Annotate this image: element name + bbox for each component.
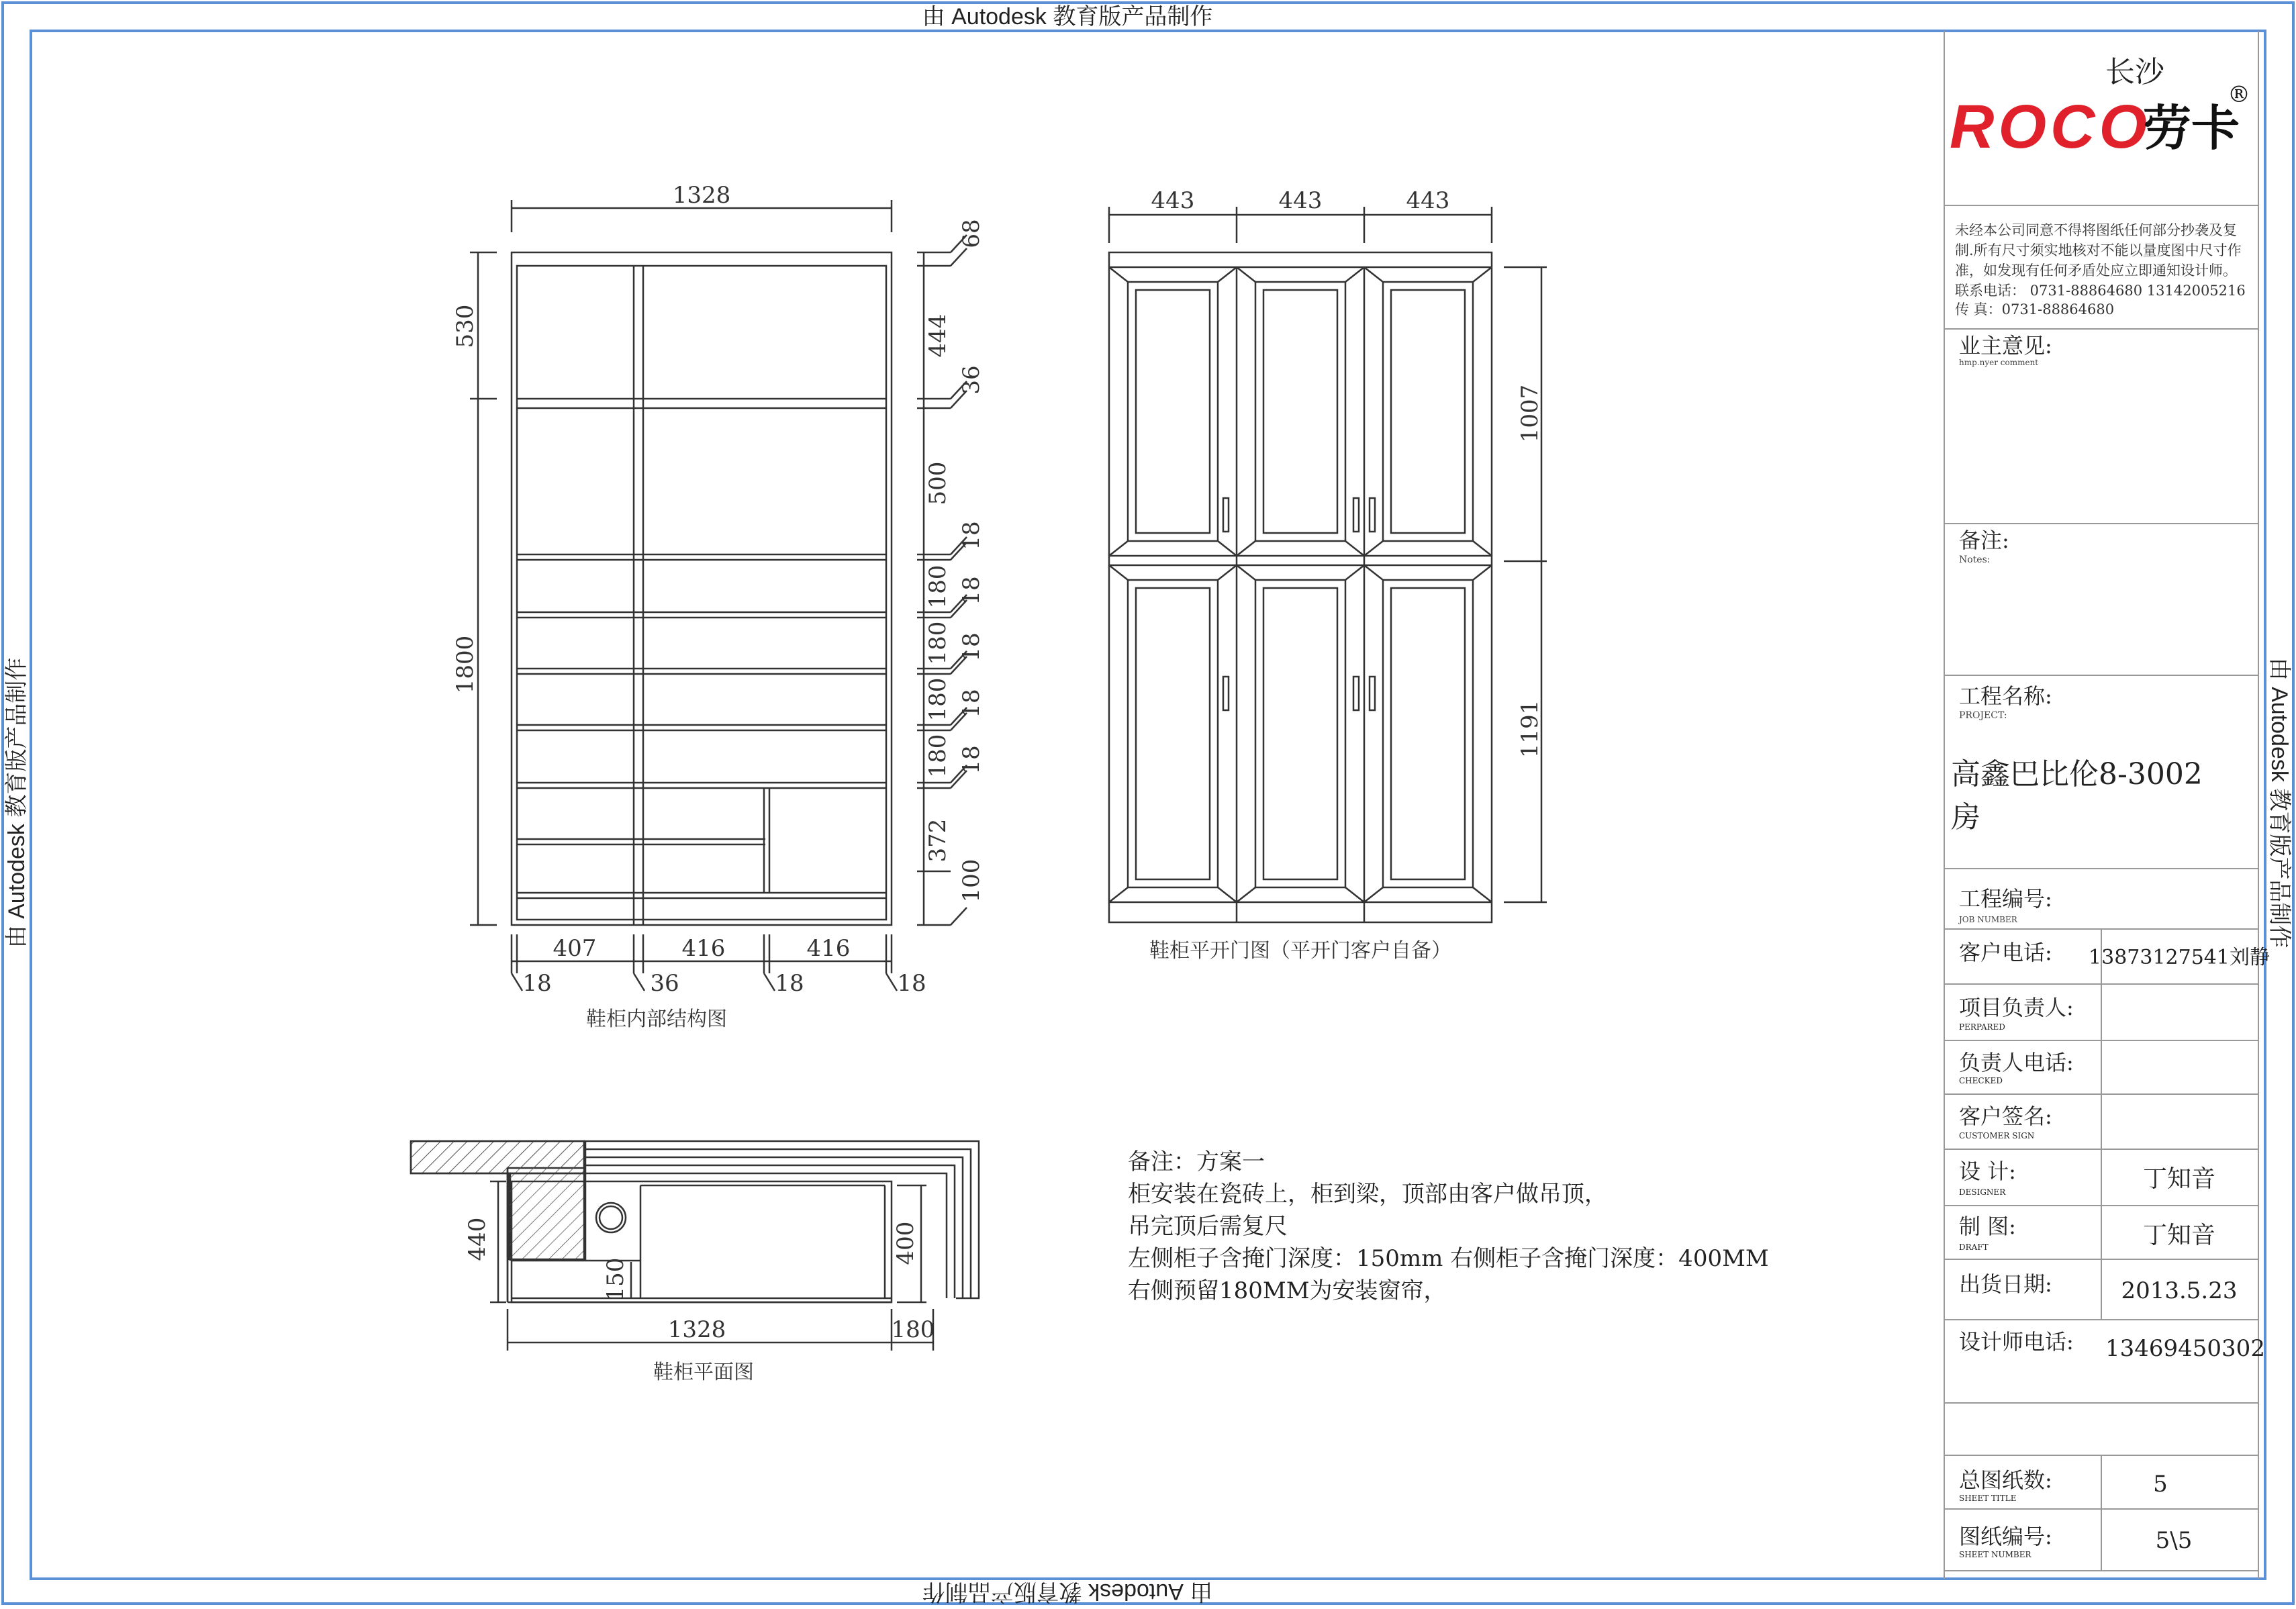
sheet-number-sub: SHEET NUMBER [1959,1550,2031,1559]
interior-right-dim: 180 [924,677,951,722]
front-right-h2: 1191 [1517,699,1543,759]
interior-right-dim: 180 [924,565,951,609]
row-value-ship-date: 2013.5.23 [2121,1277,2238,1304]
disclaimer-line: 传 真：0731-88864680 [1955,301,2115,318]
door-handle [1353,498,1359,532]
watermark-left: 由 Autodesk 教育版产品制作 [4,657,30,948]
plan-dim-440: 440 [464,1217,491,1261]
plan-dim-400: 400 [892,1221,919,1265]
project-name-value-2: 房 [1951,800,1980,834]
disclaimer-line: 准，如发现有任何矛盾处应立即通知设计师。 [1955,262,2237,279]
note-line: 左侧柜子含掩门深度：150mm 右侧柜子含掩门深度：400MM [1128,1245,1769,1272]
row-value-designer: 丁知音 [2142,1165,2216,1193]
design-notes [1128,1149,1769,1304]
door-handle [1353,677,1359,710]
interior-top-width: 1328 [672,182,731,209]
row-label-designer: 设 计: [1959,1159,2016,1184]
interior-right-dim: 68 [958,219,985,248]
row-value-client-phone: 13873127541刘静 [2089,946,2270,969]
interior-right-dim: 18 [958,632,985,662]
interior-bottom-thick: 36 [650,970,679,997]
interior-right-dim: 18 [958,745,985,775]
plan-caption: 鞋柜平面图 [653,1361,754,1384]
row-sub-client-sign: CUSTOMER SIGN [1959,1131,2035,1140]
front-top-width: 443 [1151,187,1195,214]
door-handle [1223,677,1229,710]
row-label-ship-date: 出货日期: [1959,1271,2052,1297]
project-name-value: 高鑫巴比伦8-3002 [1951,757,2203,791]
note-line: 吊完顶后需复尺 [1128,1213,1288,1240]
title-block [1944,31,2270,1579]
row-label-client-sign: 客户签名: [1959,1104,2052,1129]
row-label-client-phone: 客户电话: [1959,940,2052,965]
disclaimer-line: 制.所有尺寸须实地核对不能以量度图中尺寸作 [1955,242,2242,258]
note-line: 右侧预留180MM为安装窗帘， [1128,1277,1447,1304]
note-line: 备注：方案一 [1128,1149,1265,1175]
interior-bottom-thick: 18 [522,970,552,997]
row-sub-draft: DRAFT [1959,1242,1989,1252]
interior-bottom-width: 416 [681,935,726,962]
row-label-draft: 制 图: [1959,1214,2016,1239]
note-line: 柜安装在瓷砖上，柜到梁，顶部由客户做吊顶， [1128,1181,1607,1208]
owner-opinion-label: 业主意见: [1959,333,2052,358]
interior-right-dim: 500 [924,461,951,505]
watermark-bottom: 由 Autodesk 教育版产品制作 [922,1579,1213,1604]
plan-dim-150: 150 [602,1257,629,1302]
sheet-total-value: 5 [2153,1471,2168,1498]
interior-bottom-thick: 18 [897,970,926,997]
front-caption: 鞋柜平开门图（平开门客户自备） [1149,939,1451,963]
owner-opinion-sub: hmp.nyer comment [1959,358,2039,367]
outer-frame [3,3,2293,1604]
sheet-number-value: 5\5 [2155,1527,2193,1554]
interior-right-dim: 372 [924,818,951,863]
plan-dim-180: 180 [891,1316,935,1343]
interior-right-dim: 100 [958,859,985,903]
row-label-project-lead: 项目负责人: [1959,995,2074,1020]
door-handle [1370,677,1375,710]
interior-right-dim: 180 [924,621,951,665]
notes-field-sub: Notes: [1959,554,1991,565]
front-top-width: 443 [1406,187,1450,214]
watermark-right: 由 Autodesk 教育版产品制作 [2266,657,2292,948]
row-sub-designer: DESIGNER [1959,1187,2006,1197]
interior-bottom-thick: 18 [775,970,804,997]
interior-structure-drawing [470,200,967,991]
sheet-total-label: 总图纸数: [1959,1467,2052,1493]
watermark-top: 由 Autodesk 教育版产品制作 [922,4,1213,30]
door-handle [1370,498,1375,532]
registered-mark: ® [2228,81,2250,108]
project-name-label: 工程名称: [1959,683,2052,709]
notes-field-label: 备注: [1959,528,2009,553]
disclaimer-line: 联系电话： 0731-88864680 13142005216 [1955,283,2246,299]
pipe-circle [596,1203,626,1232]
front-right-h1: 1007 [1517,384,1543,443]
interior-right-dim: 444 [924,313,951,358]
brand-logo-cn: 劳卡 [2143,102,2240,156]
interior-right-dim: 36 [958,365,985,395]
interior-dimension-labels [452,182,985,1031]
sheet-total-sub: SHEET TITLE [1959,1494,2017,1503]
door-handle [1223,498,1229,532]
plan-dim-1328: 1328 [667,1316,726,1343]
row-sub-project-lead: PERPARED [1959,1022,2005,1032]
interior-left-h2: 1800 [452,635,479,694]
disclaimer-line: 未经本公司同意不得将图纸任何部分抄袭及复 [1955,222,2237,238]
interior-right-dim: 18 [958,576,985,605]
interior-left-h1: 530 [452,304,479,348]
inner-frame [31,31,2265,1579]
brand-logo-latin: ROCO [1950,93,2151,161]
row-sub-lead-phone: CHECKED [1959,1076,2003,1085]
row-value-draft: 丁知音 [2142,1222,2216,1249]
row-value-designer-phone: 13469450302 [2105,1335,2265,1362]
interior-right-dim: 18 [958,521,985,550]
interior-right-dim: 18 [958,689,985,718]
interior-caption: 鞋柜内部结构图 [586,1008,727,1031]
interior-bottom-width: 416 [806,935,851,962]
front-dimension-labels [1149,187,1543,963]
sheet-number-label: 图纸编号: [1959,1524,2052,1549]
front-top-width: 443 [1278,187,1323,214]
job-number-sub: JOB NUMBER [1959,915,2017,924]
front-door-drawing [1109,207,1547,922]
project-name-sub: PROJECT: [1959,710,2007,721]
interior-bottom-width: 407 [553,935,597,962]
interior-right-dim: 180 [924,734,951,778]
city-label: 长沙 [2105,55,2164,89]
job-number-label: 工程编号: [1959,886,2052,912]
row-label-lead-phone: 负责人电话: [1959,1050,2074,1075]
row-label-designer-phone: 设计师电话: [1959,1329,2074,1355]
